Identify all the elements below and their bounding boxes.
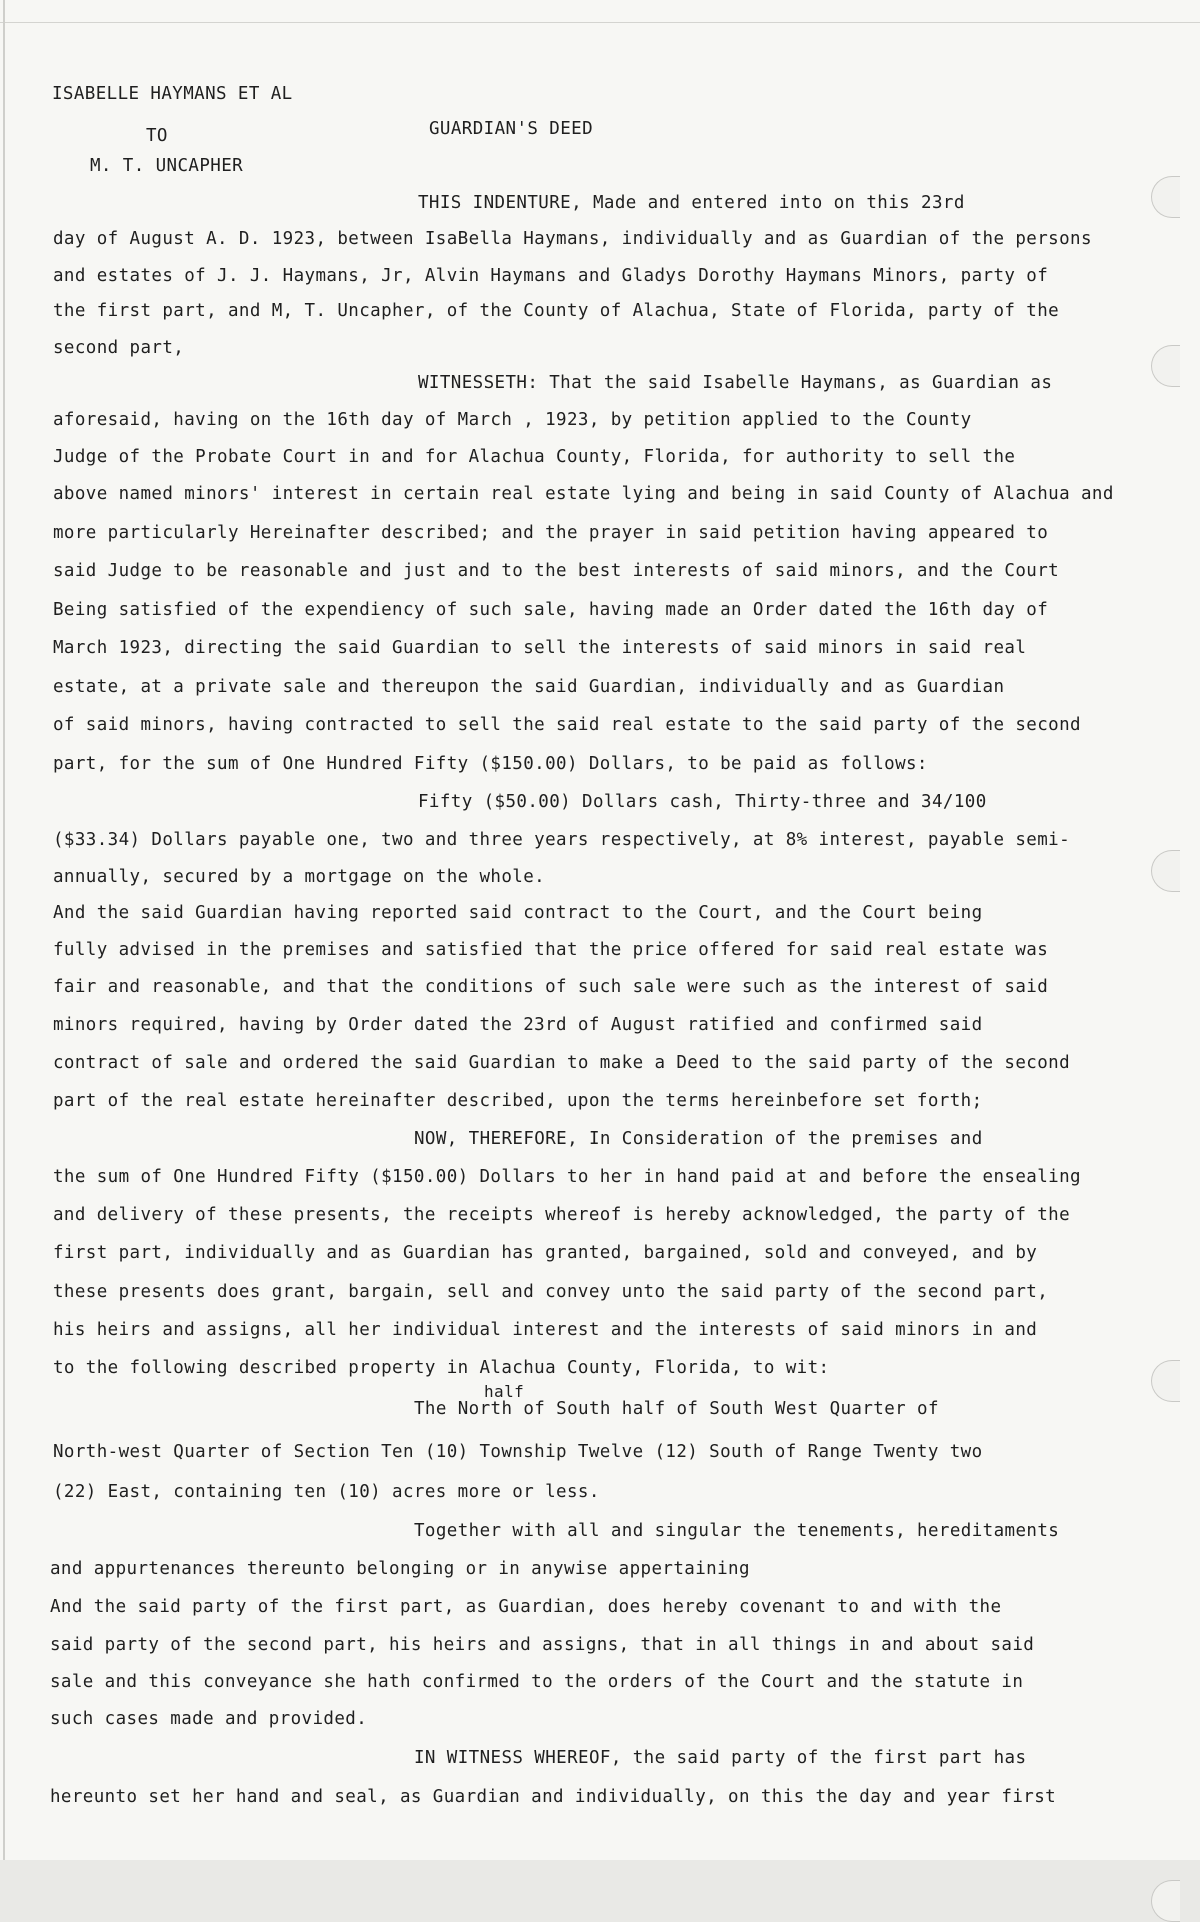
binder-hole [1151,1880,1180,1922]
body-line: WITNESSETH: That the said Isabelle Haymans, as Guardian as [418,373,1053,393]
binder-hole [1151,850,1180,892]
body-line: fully advised in the premises and satisfied that the price offered for said real estate was [53,940,1049,960]
document-title: GUARDIAN'S DEED [429,119,594,139]
body-line: North-west Quarter of Section Ten (10) Township Twelve (12) South of Range Twenty two [53,1442,983,1462]
body-line: Together with all and singular the tenements, hereditaments [414,1521,1060,1541]
body-line: said party of the second part, his heirs and assigns, that in all things in and about said [50,1635,1035,1655]
body-line: more particularly Hereinafter described; and the prayer in said petition having appeared to [53,523,1049,543]
body-line: March 1923, directing the said Guardian to sell the interests of said minors in said real [53,638,1027,658]
body-line: and appurtenances thereunto belonging or in anywise appertaining [50,1559,750,1579]
body-line: IN WITNESS WHEREOF, the said party of the first part has [414,1748,1027,1768]
body-line: the first part, and M, T. Uncapher, of the County of Alachua, State of Florida, party of the [53,301,1060,321]
body-line: such cases made and provided. [50,1709,368,1729]
body-line: fair and reasonable, and that the conditions of such sale were such as the interest of said [53,977,1049,997]
body-line: first part, individually and as Guardian has granted, bargained, sold and conveyed, and by [53,1243,1038,1263]
interlineation: half [484,1382,525,1401]
to-label: TO [146,126,168,146]
body-line: sale and this conveyance she hath confirmed to the orders of the Court and the statute in [50,1672,1024,1692]
grantee-heading: M. T. UNCAPHER [90,156,244,176]
body-line: (22) East, containing ten (10) acres more or less. [53,1482,600,1502]
body-line: above named minors' interest in certain real estate lying and being in said County of Alachua and [53,484,1114,504]
body-line: and estates of J. J. Haymans, Jr, Alvin Haymans and Gladys Dorothy Haymans Minors, party of [53,266,1049,286]
body-line: Fifty ($50.00) Dollars cash, Thirty-three and 34/100 [418,792,987,812]
body-line: part of the real estate hereinafter described, upon the terms hereinbefore set forth; [53,1091,983,1111]
body-line: ($33.34) Dollars payable one, two and three years respectively, at 8% interest, payable semi- [53,830,1071,850]
body-line: annually, secured by a mortgage on the whole. [53,867,546,887]
body-line: And the said party of the first part, as Guardian, does hereby covenant to and with the [50,1597,1002,1617]
top-rule [0,22,1200,23]
body-line: to the following described property in Alachua County, Florida, to wit: [53,1358,830,1378]
body-line: The North of South half of South West Quarter of [414,1399,939,1419]
body-line: minors required, having by Order dated the 23rd of August ratified and confirmed said [53,1015,983,1035]
body-line: hereunto set her hand and seal, as Guardian and individually, on this the day and year first [50,1787,1057,1807]
body-line: the sum of One Hundred Fifty ($150.00) Dollars to her in hand paid at and before the ensealing [53,1167,1081,1187]
left-page-edge [3,0,5,1860]
body-line: second part, [53,338,185,358]
body-line: THIS INDENTURE, Made and entered into on this 23rd [418,193,965,213]
body-line: his heirs and assigns, all her individual interest and the interests of said minors in and [53,1320,1038,1340]
binder-hole [1151,1360,1180,1402]
binder-hole [1151,345,1180,387]
body-line: day of August A. D. 1923, between IsaBella Haymans, individually and as Guardian of the persons [53,229,1092,249]
body-line: aforesaid, having on the 16th day of March , 1923, by petition applied to the County [53,410,972,430]
body-line: of said minors, having contracted to sell the said real estate to the said party of the second [53,715,1081,735]
body-line: contract of sale and ordered the said Guardian to make a Deed to the said party of the second [53,1053,1071,1073]
body-line: and delivery of these presents, the receipts whereof is hereby acknowledged, the party of the [53,1205,1071,1225]
grantor-heading: ISABELLE HAYMANS ET AL [52,84,293,104]
body-line: NOW, THEREFORE, In Consideration of the premises and [414,1129,983,1149]
body-line: estate, at a private sale and thereupon the said Guardian, individually and as Guardian [53,677,1005,697]
body-line: part, for the sum of One Hundred Fifty ($150.00) Dollars, to be paid as follows: [53,754,928,774]
body-line: Being satisfied of the expendiency of such sale, having made an Order dated the 16th day of [53,600,1049,620]
body-line: Judge of the Probate Court in and for Alachua County, Florida, for authority to sell the [53,447,1016,467]
body-line: And the said Guardian having reported said contract to the Court, and the Court being [53,903,983,923]
body-line: these presents does grant, bargain, sell and convey unto the said party of the second part, [53,1282,1049,1302]
binder-hole [1151,176,1180,218]
body-line: said Judge to be reasonable and just and to the best interests of said minors, and the Court [53,561,1060,581]
